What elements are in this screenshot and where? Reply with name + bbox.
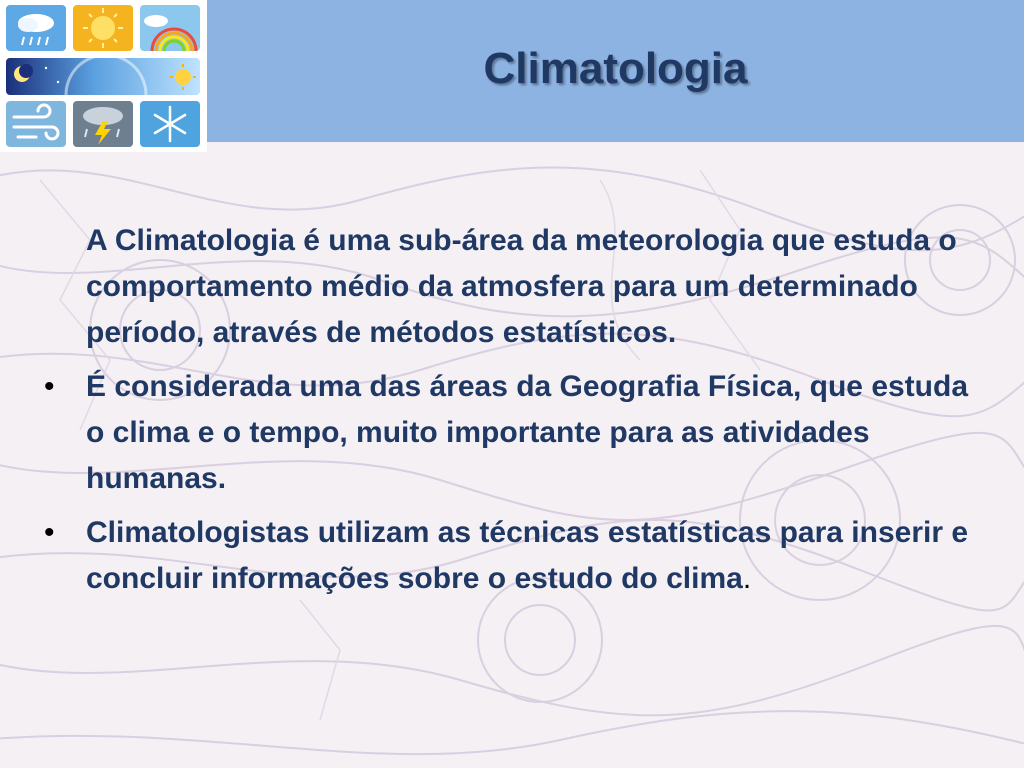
slide-title: Climatologia	[483, 44, 748, 93]
thunderstorm-icon	[73, 101, 133, 147]
wind-icon	[6, 101, 66, 147]
weather-icon-grid	[0, 0, 207, 152]
bullet-text: Climatologistas utilizam as técnicas estatísticas para inserir e concluir informações sobre o estudo do clima	[86, 516, 969, 595]
snowflake-icon	[140, 101, 200, 147]
bullet-item	[44, 364, 984, 502]
rain-cloud-icon	[6, 5, 66, 51]
slide-body	[44, 218, 984, 610]
bullet-marker: •	[44, 516, 55, 549]
bullet-text-period: .	[742, 562, 752, 595]
rainbow-icon	[140, 5, 200, 51]
bullet-text: É considerada uma das áreas da Geografia Física, que estuda o clima e o tempo, muito importante para as atividades humanas.	[86, 370, 969, 495]
sunrise-icon	[168, 62, 198, 92]
bullet-marker: •	[44, 370, 55, 403]
bullet-item	[44, 510, 984, 602]
sun-icon	[73, 5, 133, 51]
intro-paragraph	[44, 218, 984, 356]
paragraph-text: A Climatologia é uma sub-área da meteorologia que estuda o comportamento médio da atmosfera para um determinado período, através de métodos estatísticos.	[86, 224, 957, 349]
